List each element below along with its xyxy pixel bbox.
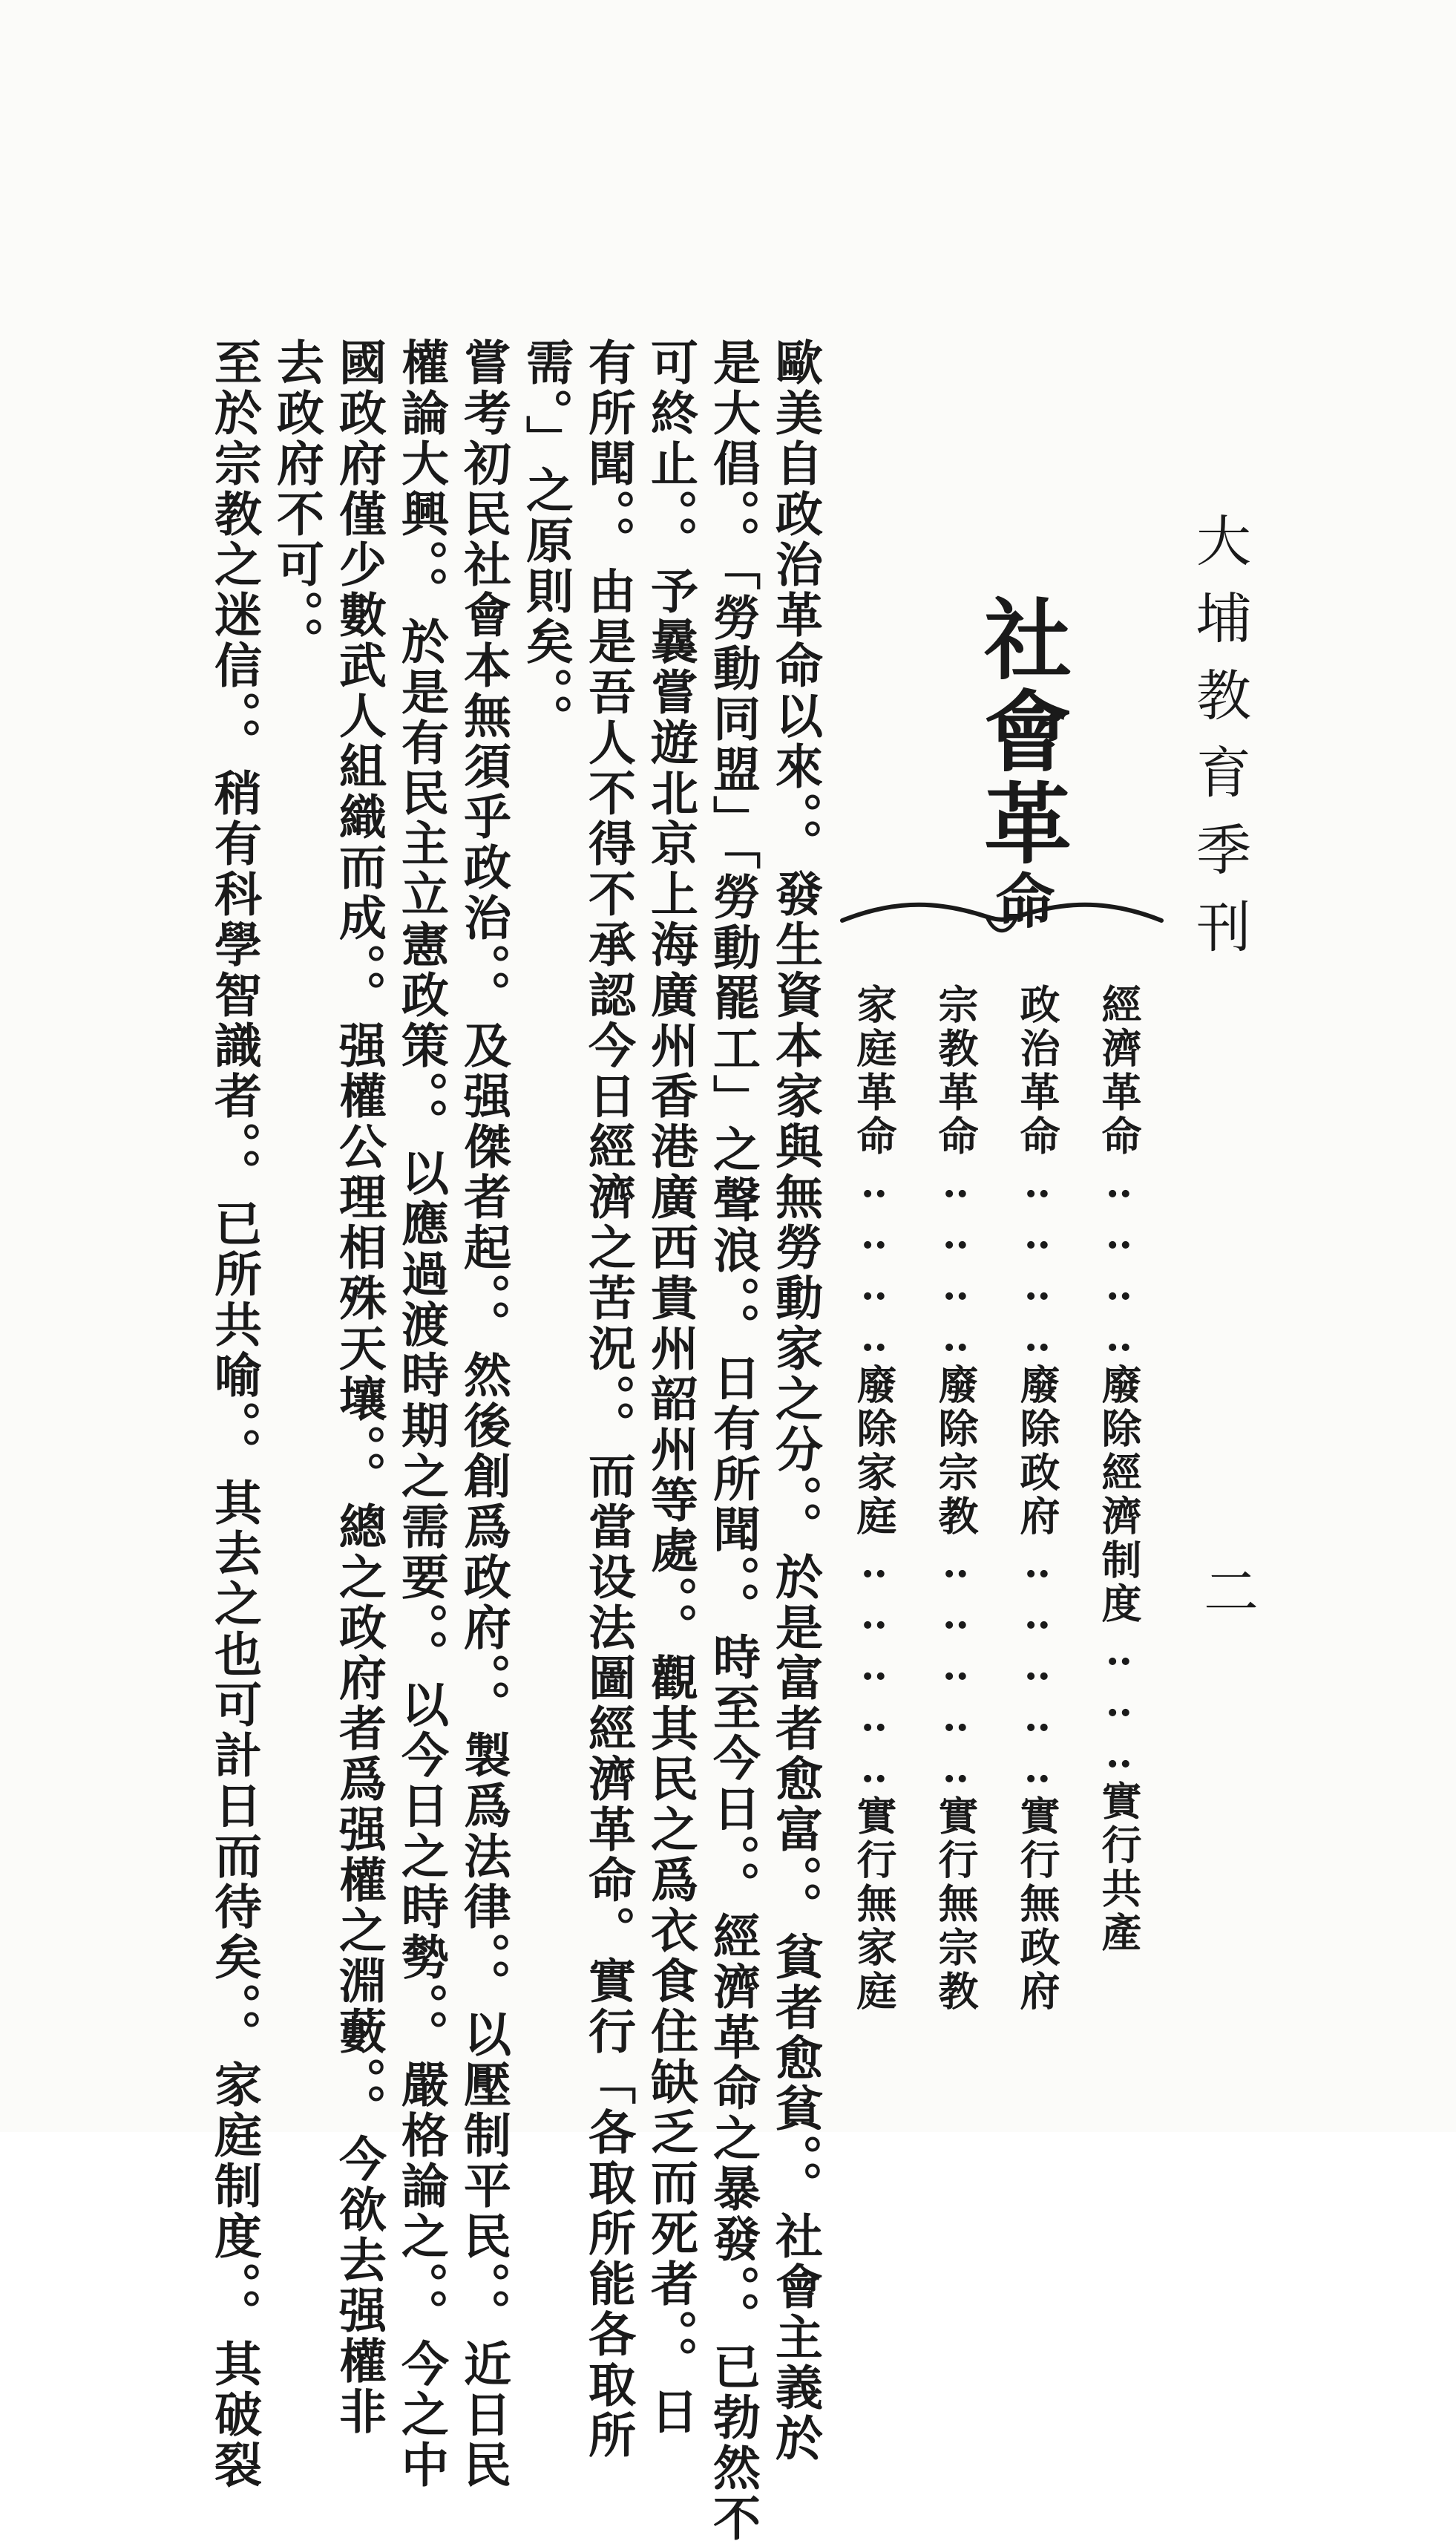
article-title-main: 社會革: [969, 594, 1072, 870]
body-line: 是大倡。。「勞動同盟」「勞動罷工」之聲浪。。日有所聞。。時至今日。。經濟革命之暴發。。已勃然不: [705, 338, 761, 2544]
body-line: 至於宗教之迷信。。稍有科學智識者。。已所共喻。。其去之也可計日而待矣。。家庭制度。。其破裂: [206, 338, 262, 2491]
title-ornament: [839, 891, 1165, 943]
outline-item-religious: 宗教革命‥‥‥‥廢除宗教‥‥‥‥‥實行無宗教: [932, 984, 980, 2014]
body-line: 國政府僅少數武人組織而成。。强權公理相殊天壤。。總之政府者爲强權之淵藪。。今欲去强權非: [331, 338, 387, 2437]
body-line: 有所聞。。由是吾人不得不承認今日經濟之苦況。。而當设法圖經濟革命。實行「各取所能各取所: [580, 338, 636, 2461]
article-title-small: 命: [986, 870, 1055, 934]
body-line: 歐美自政治革命以來。。發生資本家與無勞動家之分。。於是富者愈富。。貧者愈貧。。社會主義於: [767, 338, 823, 2464]
journal-title: 大埔教育季刊: [1187, 512, 1251, 975]
outline-item-political: 政治革命‥‥‥‥廢除政府‥‥‥‥‥實行無政府: [1014, 984, 1061, 2014]
body-line: 權論大興。。於是有民主立憲政策。。以應過渡時期之需要。。以今日之時勢。。嚴格論之。。今之中: [393, 338, 449, 2491]
body-line: 去政府不可。。: [269, 338, 324, 667]
body-line: 需。」之原則矣。。: [518, 338, 574, 745]
article-title: [957, 594, 1083, 934]
body-line: 可終止。。予曩嘗遊北京上海廣州香港廣西貴州韶州等處。。觀其民之爲衣食住缺乏而死者。。日: [643, 338, 698, 2437]
outline-item-economic: 經濟革命‥‥‥‥廢除經濟制度‥‥‥實行共產: [1095, 984, 1143, 1955]
outline-item-family: 家庭革命‥‥‥‥廢除家庭‥‥‥‥‥實行無家庭: [850, 984, 898, 2014]
body-line: 嘗考初民社會本無須乎政治。。及强傑者起。。然後創爲政府。。製爲法律。。以壓制平民。。近日民: [456, 338, 511, 2491]
page-number: 二: [1195, 1563, 1259, 1618]
